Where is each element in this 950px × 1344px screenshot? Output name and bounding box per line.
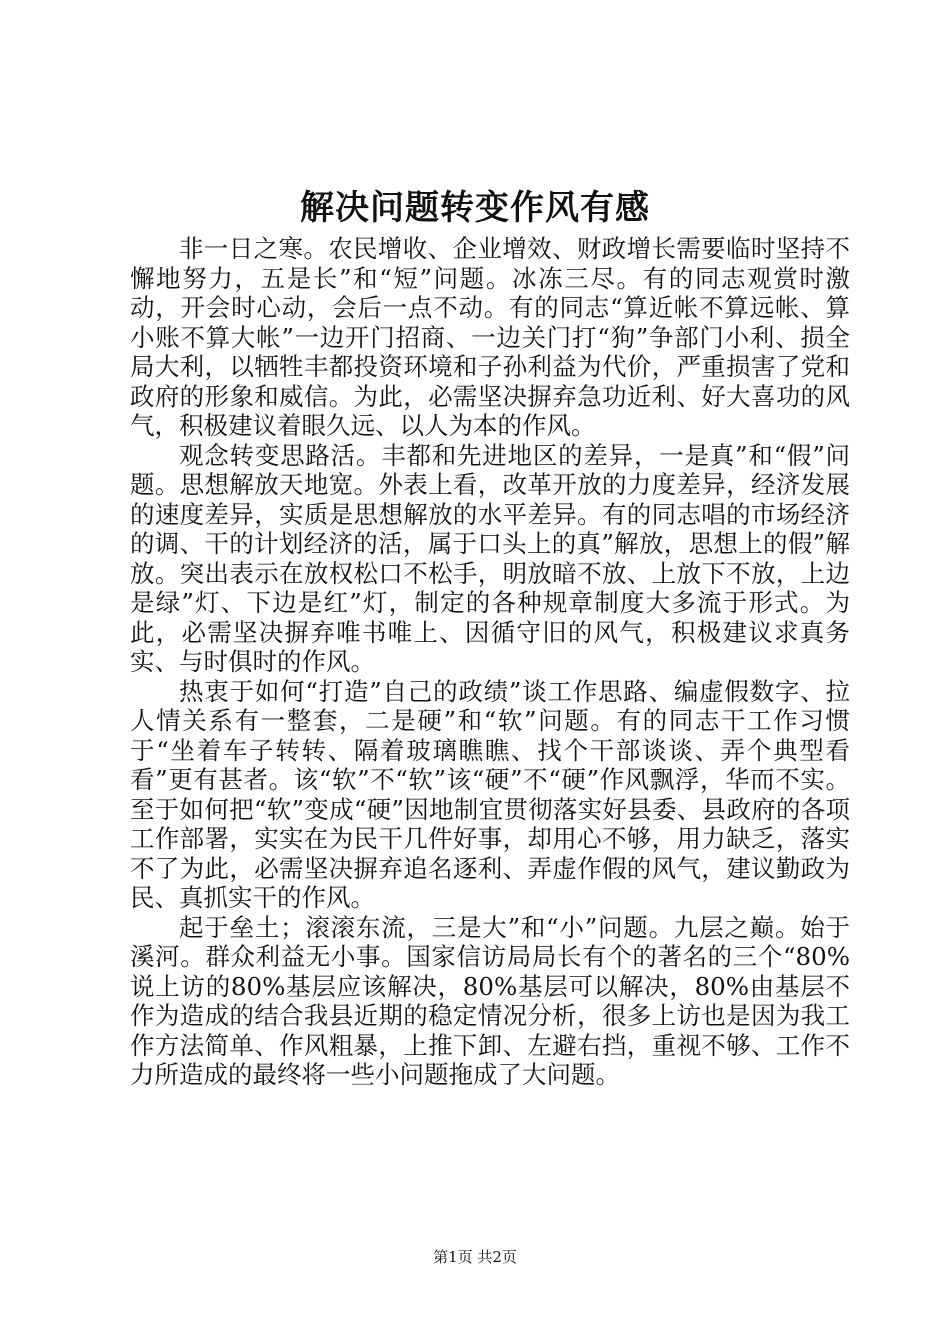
paragraph-4: 起于垒土；滚滚东流，三是大”和“小”问题。九层之巅。始于溪河。群众利益无小事。国家信访局局长有个的著名的三个“80%说上访的80%基层应该解决，80%基层可以解决，80%由基层不作为造成的结合我县近期的稳定情况分析，很多上访也是因为我工作方法简单、作风粗暴，上推下卸、左避右挡，重视不够、工作不力所造成的最终将一些小问题拖成了大问题。 (130, 912, 850, 1089)
paragraph-3: 热衷于如何“打造”自己的政绩”谈工作思路、编虚假数字、拉人情关系有一整套，二是硬”和“软”问题。有的同志干工作习惯于“坐着车子转转、隔着玻璃瞧瞧、找个干部谈谈、弄个典型看看”更有甚者。该“软”不“软”该“硬”不“硬”作风飘浮，华而不实。至于如何把“软”变成“硬”因地制宜贯彻落实好县委、县政府的各项工作部署，实实在为民干几件好事，却用心不够，用力缺乏，落实不了为此，必需坚决摒弃追名逐利、弄虚作假的风气，建议勤政为民、真抓实干的作风。 (130, 676, 850, 912)
page-footer: 第1页 共2页 (433, 1248, 517, 1266)
paragraph-1: 非一日之寒。农民增收、企业增效、财政增长需要临时坚持不懈地努力，五是长”和“短”问题。冰冻三尽。有的同志观赏时激动，开会时心动，会后一点不动。有的同志“算近帐不算远帐、算小账不算大帐”一边开门招商、一边关门打“狗”争部门小利、损全局大利，以牺牲丰都投资环境和子孙利益为代价，严重损害了党和政府的形象和威信。为此，必需坚决摒弃急功近利、好大喜功的风气，积极建议着眼久远、以人为本的作风。 (130, 234, 850, 440)
page-title: 解决问题转变作风有感 (300, 188, 650, 228)
paragraph-2: 观念转变思路活。丰都和先进地区的差异，一是真”和“假”问题。思想解放天地宽。外表上看，改革开放的力度差异，经济发展的速度差异，实质是思想解放的水平差异。有的同志唱的市场经济的调、干的计划经济的活，属于口头上的真”解放，思想上的假”解放。突出表示在放权松口不松手，明放暗不放、上放下不放，上边是绿”灯、下边是红”灯，制定的各种规章制度大多流于形式。为此，必需坚决摒弃唯书唯上、因循守旧的风气，积极建议求真务实、与时俱时的作风。 (130, 440, 850, 676)
document-body (130, 234, 850, 1090)
